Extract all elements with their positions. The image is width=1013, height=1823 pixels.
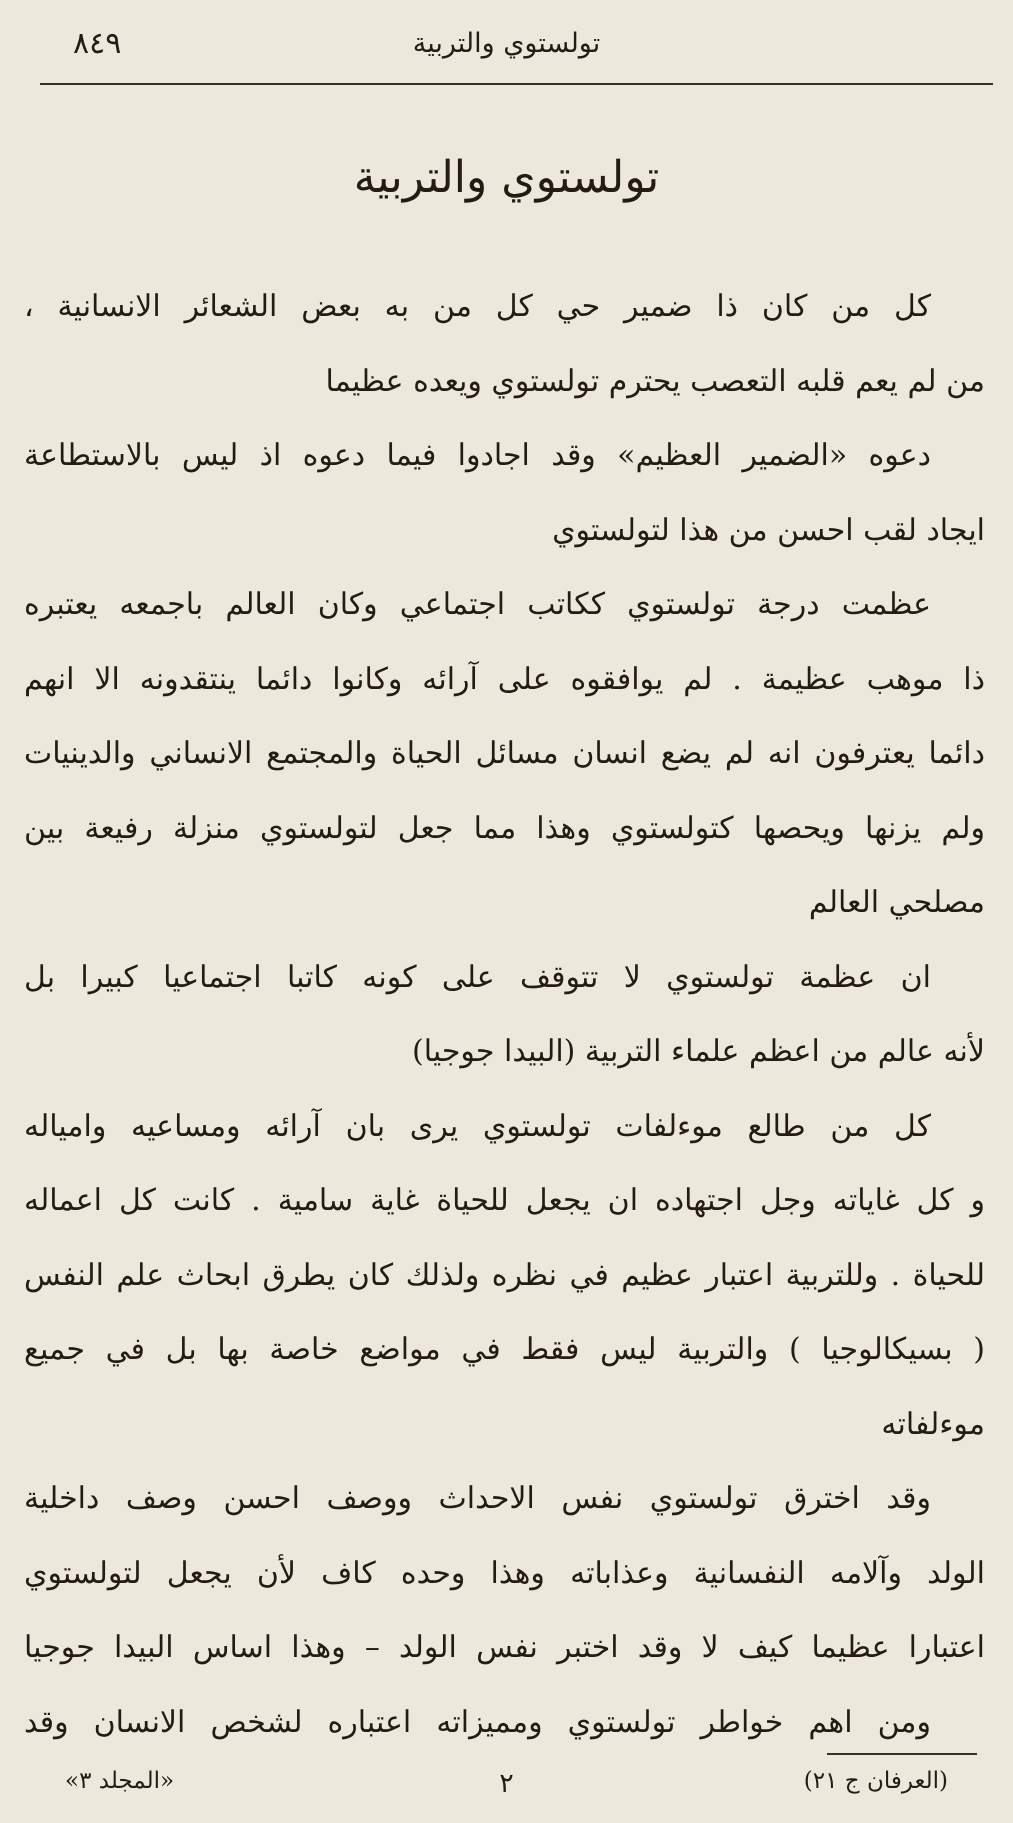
text-line: و كل غاياته وجل اجتهاده ان يجعل للحياة غاية سامية . كانت كل اعماله bbox=[24, 1183, 985, 1218]
page-number: ٨٤٩ bbox=[73, 26, 122, 61]
text-line: ( بسيكالوجيا ) والتربية ليس فقط في مواضع خاصة بها بل في جميع bbox=[24, 1332, 985, 1367]
text-line: ايجاد لقب احسن من هذا لتولستوي bbox=[552, 512, 985, 548]
text-line: الولد وآلامه النفسانية وعذاباته وهذا وحده كاف لأن يجعل لتولستوي bbox=[24, 1555, 985, 1591]
text-line: اعتبارا عظيما كيف لا وقد اختبر نفس الولد – وهذا اساس البيدا جوجيا bbox=[24, 1630, 985, 1665]
text-line: مصلحي العالم bbox=[808, 885, 985, 920]
text-line: ان عظمة تولستوي لا تتوقف على كونه كاتبا اجتماعيا كبيرا بل bbox=[24, 959, 931, 995]
text-line: لأنه عالم من اعظم علماء التربية (البيدا جوجيا) bbox=[411, 1034, 985, 1069]
text-line: موءلفاته bbox=[881, 1406, 985, 1442]
text-line: من لم يعم قلبه التعصب يحترم تولستوي ويعده عظيما bbox=[325, 363, 985, 399]
page-footer bbox=[45, 1768, 968, 1808]
text-line: وقد اخترق تولستوي نفس الاحداث ووصف احسن وصف داخلية bbox=[24, 1481, 931, 1516]
article-title: تولستوي والتربية bbox=[353, 152, 660, 203]
text-line: ذا موهب عظيمة . لم يوافقوه على آرائه وكانوا دائما ينتقدونه الا انهم bbox=[24, 661, 985, 697]
running-header bbox=[45, 22, 968, 66]
article-body bbox=[24, 270, 985, 1760]
text-line: للحياة . وللتربية اعتبار عظيم في نظره ولذلك كان يطرق ابحاث علم النفس bbox=[24, 1257, 985, 1293]
signature-mark: ٢ bbox=[499, 1768, 514, 1799]
text-line: دعوه «الضمير العظيم» وقد اجادوا فيما دعوه اذ ليس بالاستطاعة bbox=[24, 438, 931, 473]
text-line: ومن اهم خواطر تولستوي ومميزاته اعتباره لشخص الانسان وقد bbox=[24, 1704, 931, 1740]
text-line: كل من طالع موءلفات تولستوي يرى بان آرائه ومساعيه وامياله bbox=[24, 1108, 931, 1144]
text-line: دائما يعترفون انه لم يضع انسان مسائل الحياة والمجتمع الانساني والدينيات bbox=[24, 736, 985, 771]
footer-rule bbox=[827, 1753, 977, 1755]
journal-reference: (العرفان ج ٢١) bbox=[803, 1768, 948, 1794]
header-rule bbox=[40, 83, 993, 85]
text-line: ولم يزنها ويحصها كتولستوي وهذا مما جعل لتولستوي منزلة رفيعة بين bbox=[24, 810, 985, 846]
running-title: تولستوي والتربية bbox=[412, 28, 601, 59]
text-line: عظمت درجة تولستوي ككاتب اجتماعي وكان العالم باجمعه يعتبره bbox=[24, 587, 931, 622]
volume-reference: «المجلد ٣» bbox=[65, 1768, 175, 1794]
text-line: كل من كان ذا ضمير حي كل من به بعض الشعائر الانسانية ، bbox=[24, 289, 931, 324]
